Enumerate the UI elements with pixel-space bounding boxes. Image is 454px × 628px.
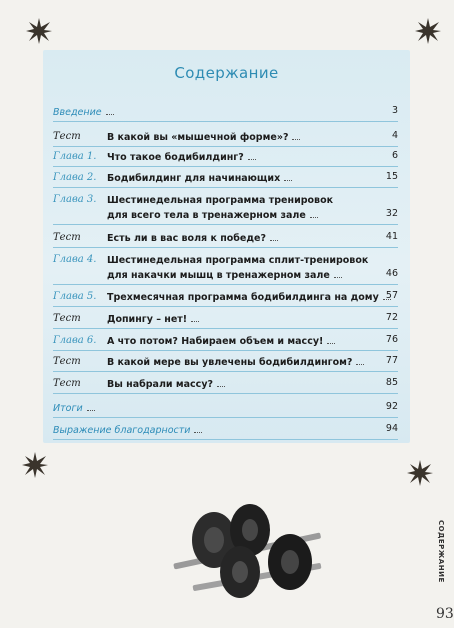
toc-dot-leader — [334, 268, 342, 278]
toc-entry[interactable] — [53, 193, 398, 221]
toc-entry-title-line: Введение — [53, 105, 378, 120]
toc-entry-label: Глава 3. — [53, 194, 97, 205]
toc-divider — [53, 417, 398, 418]
toc-entry-page: 72 — [385, 312, 398, 323]
toc-entry-label: Глава 6. — [53, 335, 97, 346]
toc-entry-title-line: Допингу – нет! — [107, 312, 378, 327]
toc-dot-leader — [191, 312, 199, 322]
toc-entry-title-line: Шестинедельная программа сплит-тренировок — [107, 255, 369, 266]
toc-entry-page: 85 — [385, 377, 398, 388]
toc-entry-label: Тест — [53, 232, 81, 243]
bleed-through-text — [130, 12, 390, 25]
toc-divider — [53, 247, 398, 248]
toc-entry-title-line: Итоги — [53, 401, 378, 416]
toc-entry-title — [107, 130, 378, 145]
toc-entry-page: 46 — [385, 268, 398, 279]
toc-entry-page: 41 — [385, 231, 398, 242]
toc-entry-title-line: Вы набрали массу? — [107, 377, 378, 392]
toc-entry-label: Тест — [53, 356, 81, 367]
toc-dot-leader — [310, 208, 318, 218]
toc-entry-title-line: В какой вы «мышечной форме»? — [107, 130, 378, 145]
toc-divider — [53, 371, 398, 372]
dumbbells-illustration — [172, 500, 332, 600]
toc-entry-title-line: Что такое бодибилдинг? — [107, 150, 378, 165]
toc-entry-title-line: Бодибилдинг для начинающих — [107, 171, 378, 186]
toc-divider — [53, 187, 398, 188]
toc-entry-page: 76 — [385, 334, 398, 345]
toc-entry-page: 4 — [391, 130, 398, 141]
toc-entry-label: Глава 4. — [53, 254, 97, 265]
toc-entry-title — [107, 193, 378, 223]
toc-dot-leader — [248, 150, 256, 160]
page-number: 93 — [436, 606, 454, 622]
toc-entry-title-line: для накачки мышц в тренажерном зале — [107, 268, 378, 283]
page-title: Содержание — [174, 64, 279, 82]
toc-entry-page: 6 — [391, 150, 398, 161]
toc-divider — [53, 350, 398, 351]
toc-entry-title-line: Есть ли в вас воля к победе? — [107, 231, 378, 246]
toc-divider — [53, 306, 398, 307]
toc-entry-title — [107, 171, 378, 186]
toc-entry-label: Тест — [53, 378, 81, 389]
toc-entry-page: 94 — [385, 423, 398, 434]
toc-entry-title-line: Выражение благодарности — [53, 423, 378, 438]
toc-entry-title-line: Шестинедельная программа тренировок — [107, 195, 334, 206]
toc-entry-title — [107, 150, 378, 165]
toc-entry-title — [53, 105, 378, 120]
toc-entry-label: Глава 2. — [53, 172, 97, 183]
toc-entry-title — [107, 253, 378, 283]
toc-entry-label: Глава 5. — [53, 291, 97, 302]
toc-dot-leader — [270, 231, 278, 241]
star-ornament-icon — [26, 18, 52, 44]
toc-entry-page: 57 — [385, 290, 398, 301]
bleed-through-text — [60, 460, 420, 471]
toc-entry-page: 3 — [391, 105, 398, 116]
toc-entry-title — [53, 423, 378, 438]
toc-divider — [53, 439, 398, 440]
toc-entry-title — [107, 377, 378, 392]
toc-entry-page: 77 — [385, 355, 398, 366]
toc-dot-leader — [194, 423, 202, 433]
toc-divider — [53, 166, 398, 167]
toc-dot-leader — [106, 105, 114, 115]
toc-entry-page: 32 — [385, 208, 398, 219]
toc-entry-title — [107, 312, 378, 327]
contents-panel — [43, 50, 410, 443]
toc-entry-title — [53, 401, 378, 416]
star-ornament-icon — [22, 452, 48, 478]
star-ornament-icon — [415, 18, 441, 44]
toc-entry-title-line: А что потом? Набираем объем и массу! — [107, 334, 378, 349]
toc-entry-title — [107, 290, 378, 305]
toc-divider — [53, 328, 398, 329]
toc-dot-leader — [217, 377, 225, 387]
toc-entry[interactable] — [53, 253, 398, 281]
toc-entry-title — [107, 231, 378, 246]
toc-divider — [53, 393, 398, 394]
toc-entry-title — [107, 334, 378, 349]
toc-entry-title-line: Трехмесячная программа бодибилдинга на дому — [107, 290, 378, 305]
toc-divider — [53, 146, 398, 147]
toc-entry-label: Тест — [53, 131, 81, 142]
toc-entry-page: 15 — [385, 171, 398, 182]
toc-divider — [53, 121, 398, 122]
toc-entry-label: Глава 1. — [53, 151, 97, 162]
toc-dot-leader — [284, 171, 292, 181]
toc-dot-leader — [87, 401, 95, 411]
toc-dot-leader — [327, 334, 335, 344]
toc-dot-leader — [292, 130, 300, 140]
side-section-label: СОДЕРЖАНИЕ — [437, 520, 445, 583]
toc-entry-title — [107, 355, 378, 370]
toc-dot-leader — [356, 355, 364, 365]
toc-divider — [53, 284, 398, 285]
toc-entry-title-line: для всего тела в тренажерном зале — [107, 208, 378, 223]
toc-entry-page: 92 — [385, 401, 398, 412]
toc-entry-title-line: В какой мере вы увлечены бодибилдингом? — [107, 355, 378, 370]
toc-entry-label: Тест — [53, 313, 81, 324]
toc-divider — [53, 224, 398, 225]
